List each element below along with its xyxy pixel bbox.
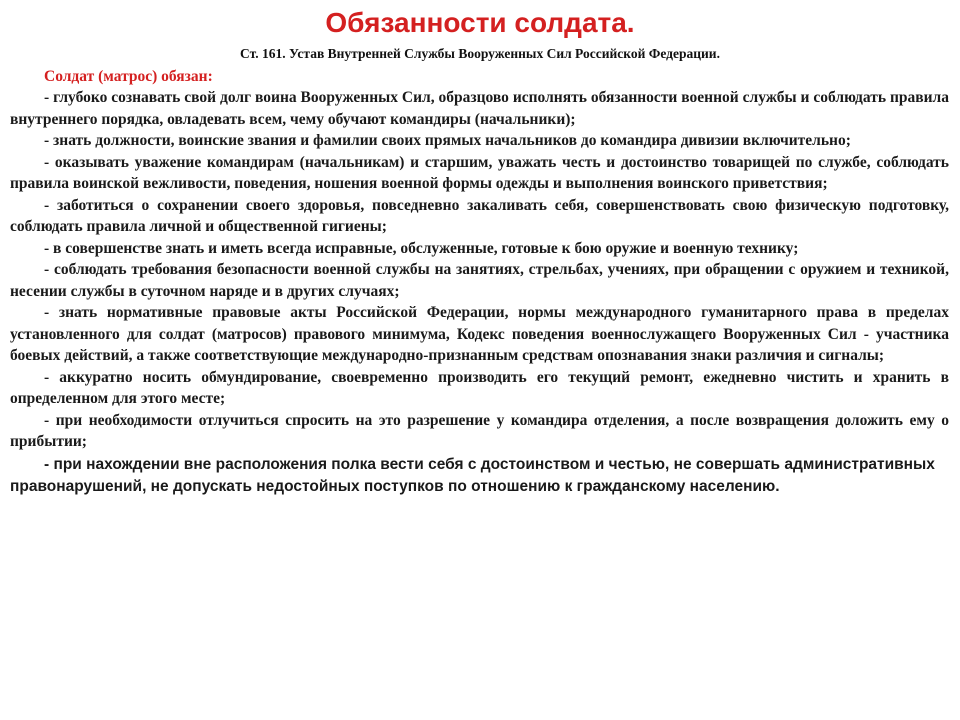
duty-item-4: - заботиться о сохранении своего здоровья, повседневно закаливать себя, совершенствовать свою физическую подготовку, соблюдать правила личной и общественной гигиены; [10,196,949,235]
duty-item-2: - знать должности, воинские звания и фамилии своих прямых начальников до командира дивизии включительно; [44,132,851,149]
page-title: Обязанности солдата. [325,7,635,38]
duty-item-9: - при необходимости отлучиться спросить на это разрешение у командира отделения, а после возвращения доложить ему о прибытии; [10,411,949,450]
duty-item-7: - знать нормативные правовые акты Российской Федерации, нормы международного гуманитарного права в пределах установленного для солдат (матросов) правового минимума, Кодекс поведения военнослужащего Вооруженных Сил - участника боевых действий, а также соответствующие международно-признанным средствам опознавания знаки различия и сигналы; [10,304,949,364]
duty-item-5: - в совершенстве знать и иметь всегда исправные, обслуженные, готовые к бою оружие и военную технику; [44,239,799,257]
duty-item-3: - оказывать уважение командирам (начальникам) и старшим, уважать честь и достоинство товарищей по службе, соблюдать правила воинской вежливости, поведения, ношения военной формы одежды и выполнения воинского приветствия; [10,153,949,192]
intro-heading: Солдат (матрос) обязан: [44,68,213,85]
page-subtitle: Ст. 161. Устав Внутренней Службы Вооруженных Сил Российской Федерации. [240,46,720,61]
duty-item-1: - глубоко сознавать свой долг воина Вооруженных Сил, образцово исполнять обязанности военной службы и соблюдать правила внутреннего порядка, овладевать всем, чему обучают командиры (начальники); [10,89,949,128]
duty-item-8: - аккуратно носить обмундирование, своевременно производить его текущий ремонт, ежедневно чистить и хранить в определенном для этого месте; [10,368,949,407]
duty-item-10: - при нахождении вне расположения полка вести себя с достоинством и честью, не совершать административных правонарушений, не допускать недостойных поступков по отношению к гражданскому населению. [10,455,935,495]
document-body [10,66,949,498]
duty-item-6: - соблюдать требования безопасности военной службы на занятиях, стрельбах, учениях, при обращении с оружием и техникой, несении службы в суточном наряде и в других случаях; [10,261,949,300]
